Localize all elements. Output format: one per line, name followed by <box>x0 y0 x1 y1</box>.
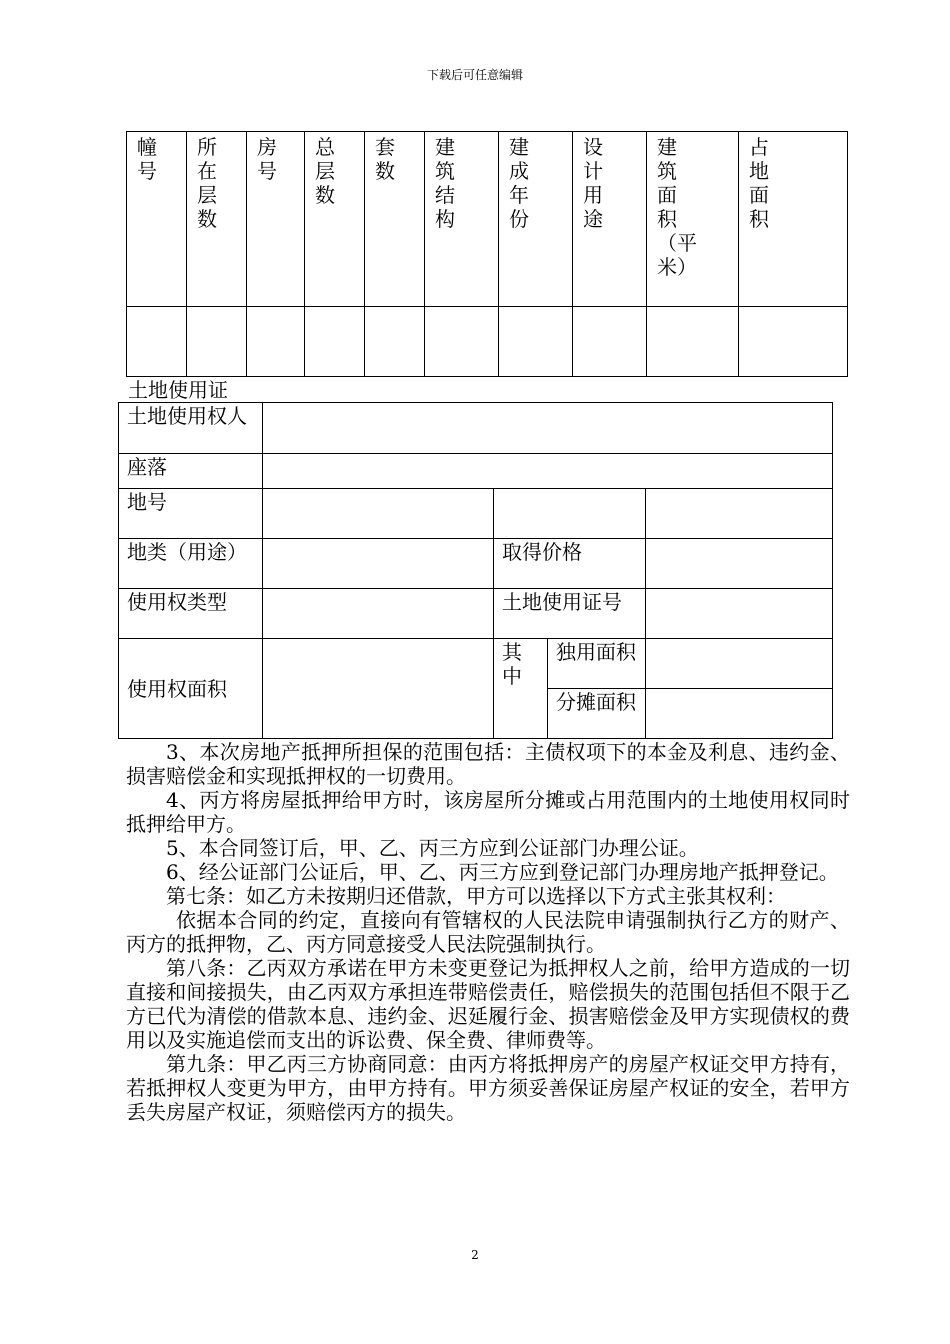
label-cert-number: 土地使用证号 <box>494 589 646 639</box>
header-cell-units <box>365 132 425 307</box>
header-label: 占地面积 <box>749 135 769 231</box>
value-exclusive-area <box>646 639 833 689</box>
header-cell-design-use <box>573 132 647 307</box>
value-cert-number <box>646 589 833 639</box>
paragraph-3: 3、本次房地产抵押所担保的范围包括：主债权项下的本金及利息、违约金、损害赔偿金和实现抵押权的一切费用。 <box>126 740 850 788</box>
label-exclusive-area: 独用面积 <box>548 639 646 689</box>
label-lot-number: 地号 <box>119 489 263 539</box>
label-right-type: 使用权类型 <box>119 589 263 639</box>
header-cell-floor <box>187 132 247 307</box>
label-land-type: 地类（用途） <box>119 539 263 589</box>
article-7-detail: 依据本合同的约定，直接向有管辖权的人民法院申请强制执行乙方的财产、丙方的抵押物，乙、丙方同意接受人民法院强制执行。 <box>126 908 850 956</box>
value-shared-area <box>646 689 833 739</box>
label-location: 座落 <box>119 454 263 489</box>
page-number: 2 <box>471 1248 479 1262</box>
empty-cell <box>247 307 305 377</box>
building-info-table <box>126 131 848 377</box>
value-right-area <box>263 639 494 739</box>
header-cell-structure <box>425 132 499 307</box>
land-certificate-table <box>118 402 833 739</box>
empty-cell <box>425 307 499 377</box>
header-label: 总层数 <box>315 135 335 207</box>
of-which-text: 其中 <box>502 640 522 688</box>
article-8: 第八条：乙丙双方承诺在甲方未变更登记为抵押权人之前，给甲方造成的一切直接和间接损失，由乙丙双方承担连带赔偿责任，赔偿损失的范围包括但不限于乙方已代为清偿的借款本息、违约金、迟延履行金、损害赔偿金及甲方实现债权的费用以及实施追偿而支出的诉讼费、保全费、律师费等。 <box>126 956 850 1052</box>
label-holder: 土地使用权人 <box>119 403 263 454</box>
empty-cell <box>499 307 573 377</box>
label-of-which <box>494 639 548 739</box>
value-location <box>263 454 833 489</box>
land-section-title: 土地使用证 <box>128 378 228 402</box>
label-right-area: 使用权面积 <box>119 639 263 739</box>
header-label: 套数 <box>375 135 395 183</box>
header-label: 建筑结构 <box>435 135 455 231</box>
header-cell-building-area <box>647 132 739 307</box>
header-cell-build-year <box>499 132 573 307</box>
empty-cell <box>647 307 739 377</box>
header-label: 建成年份 <box>509 135 529 231</box>
value-holder <box>263 403 833 454</box>
label-shared-area: 分摊面积 <box>548 689 646 739</box>
empty-cell <box>365 307 425 377</box>
page-header: 下载后可任意编辑 <box>426 68 523 82</box>
value-right-type <box>263 589 494 639</box>
article-7: 第七条：如乙方未按期归还借款，甲方可以选择以下方式主张其权利： <box>166 884 786 908</box>
empty-cell <box>187 307 247 377</box>
header-cell-land-area <box>739 132 848 307</box>
header-cell-room-no <box>247 132 305 307</box>
contract-body <box>126 740 850 1124</box>
empty-cell <box>646 489 833 539</box>
paragraph-4: 4、丙方将房屋抵押给甲方时，该房屋所分摊或占用范围内的土地使用权同时抵押给甲方。 <box>126 788 850 836</box>
header-cell-building-no <box>127 132 187 307</box>
header-label: 房号 <box>257 135 277 183</box>
empty-cell <box>739 307 848 377</box>
label-acquire-price: 取得价格 <box>494 539 646 589</box>
article-9: 第九条：甲乙丙三方协商同意：由丙方将抵押房产的房屋产权证交甲方持有，若抵押权人变更为甲方，由甲方持有。甲方须妥善保证房屋产权证的安全，若甲方丢失房屋产权证，须赔偿丙方的损失。 <box>126 1052 850 1124</box>
value-land-type <box>263 539 494 589</box>
value-lot-number <box>263 489 494 539</box>
empty-cell <box>127 307 187 377</box>
value-acquire-price <box>646 539 833 589</box>
empty-cell <box>305 307 365 377</box>
paragraph-5: 5、本合同签订后，甲、乙、丙三方应到公证部门办理公证。 <box>166 836 699 860</box>
paragraph-6: 6、经公证部门公证后，甲、乙、丙三方应到登记部门办理房地产抵押登记。 <box>166 860 839 884</box>
header-label: 设计用途 <box>583 135 603 231</box>
header-cell-total-floors <box>305 132 365 307</box>
empty-cell <box>494 489 646 539</box>
header-label: 建筑面积（平米） <box>657 135 697 279</box>
empty-cell <box>573 307 647 377</box>
header-label: 幢号 <box>137 135 157 183</box>
header-label: 所在层数 <box>197 135 217 231</box>
